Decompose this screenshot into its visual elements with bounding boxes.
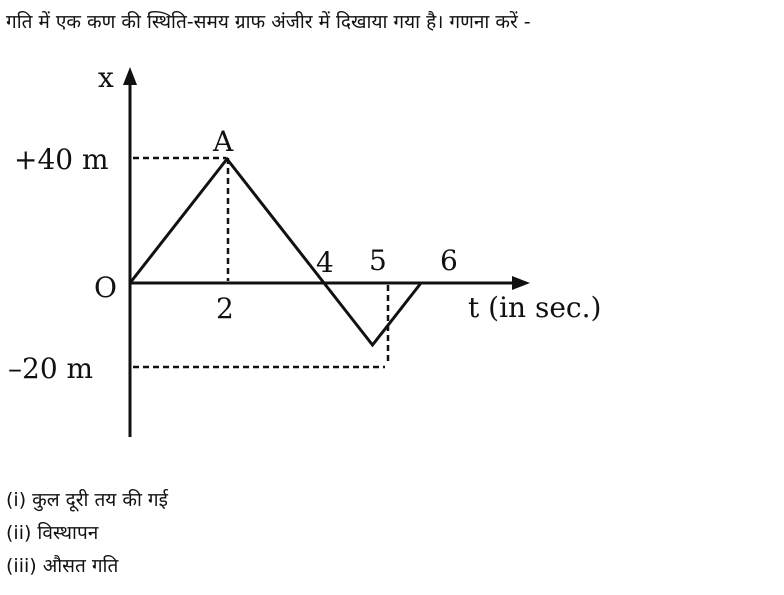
part-i: (i) कुल दूरी तय की गई (6, 489, 168, 511)
position-time-graph (0, 55, 620, 445)
x-tick-label-4: 4 (316, 246, 334, 279)
x-tick-label-2: 2 (216, 292, 234, 325)
peak-label: A (213, 125, 234, 158)
part-ii: (ii) विस्थापन (6, 522, 99, 544)
x-axis-arrowhead (512, 276, 530, 290)
question-parts (6, 484, 168, 583)
y-axis-label: x (98, 61, 114, 94)
y-tick-label-bottom: –20 m (8, 352, 94, 385)
question-text: गति में एक कण की स्थिति-समय ग्राफ अंजीर में दिखाया गया है। गणना करें - (6, 11, 531, 33)
x-tick-label-5: 5 (369, 244, 387, 277)
y-tick-label-top: +40 m (14, 143, 109, 176)
x-axis-label: t (in sec.) (468, 291, 602, 324)
part-iii: (iii) औसत गति (6, 555, 119, 577)
origin-label: O (94, 271, 117, 304)
y-axis-arrowhead (123, 67, 137, 85)
x-tick-label-6: 6 (440, 244, 458, 277)
